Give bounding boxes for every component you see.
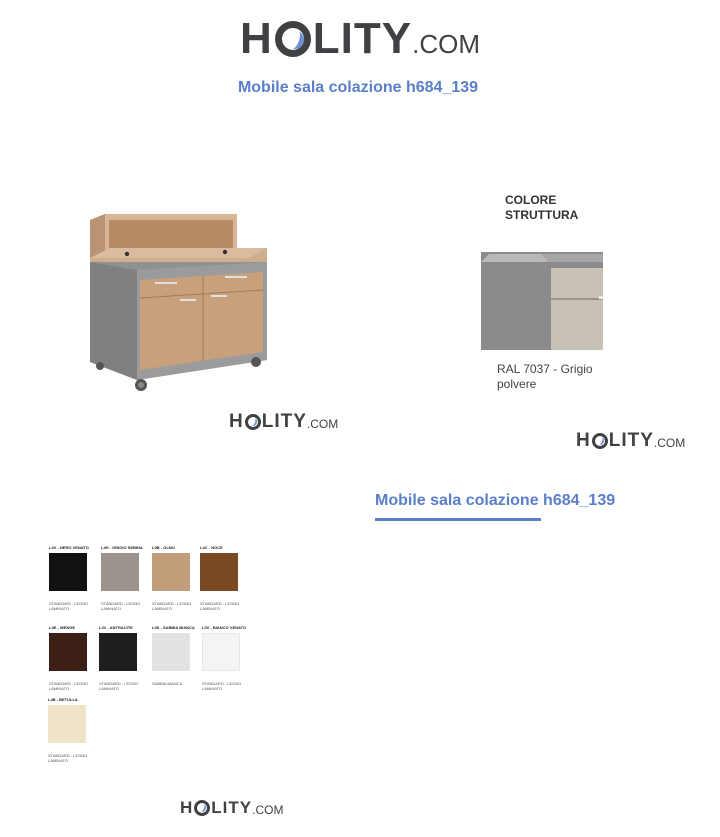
finish-name: L4V - NERO VENATO (49, 545, 89, 550)
section-title: Mobile sala colazione h684_139 (375, 492, 616, 509)
logo-text-left: H (229, 411, 244, 432)
finish-item[interactable] (48, 697, 96, 763)
colore-logo[interactable] (576, 430, 685, 452)
logo-domain: .COM (653, 436, 686, 450)
finish-item[interactable] (202, 625, 250, 691)
logo-domain: .COM (306, 417, 339, 431)
finish-item[interactable] (49, 545, 97, 611)
finish-name: L4C - NOCE (200, 545, 223, 550)
finish-swatch (152, 633, 190, 671)
finish-item[interactable] (152, 625, 200, 686)
logo-ring-icon (592, 433, 608, 449)
logo-ring-icon (194, 800, 210, 816)
finish-desc: STANDARD - LEGNO LAMINATO (202, 681, 242, 691)
finish-desc: STANDARD - LEGNO LAMINATO (48, 753, 88, 763)
section-title-underline (375, 518, 541, 521)
finish-name: L4V - ANTRACITE (99, 625, 133, 630)
finish-name: L4H - GRIGIO SEBINA (101, 545, 143, 550)
logo-text-right: LITY (312, 14, 413, 63)
finish-swatch (200, 553, 238, 591)
colore-struttura-label: COLORE STRUTTURA (505, 193, 579, 222)
finish-swatch (202, 633, 240, 671)
logo-ring-icon (245, 414, 261, 430)
logo-text-right: LITY (261, 411, 307, 432)
finish-desc: STANDARD - LEGNO LAMINATO (49, 681, 89, 691)
finish-desc: STANDARD - LEGNO LAMINATO (101, 601, 141, 611)
finish-swatch (152, 553, 190, 591)
logo-domain: .COM (412, 28, 480, 59)
finish-item[interactable] (152, 545, 200, 611)
colore-swatch (481, 252, 603, 350)
finish-name: L0S - SABBIA BIANCA (152, 625, 195, 630)
product-image (85, 210, 275, 400)
logo-text-left: H (576, 430, 591, 451)
finish-desc: STANDARD - LEGNO LAMINATO (200, 601, 240, 611)
logo-text-right: LITY (608, 430, 654, 451)
finish-item[interactable] (101, 545, 149, 611)
finish-swatch (49, 553, 87, 591)
finish-desc: STANDARD - LEGNO LAMINATO (99, 681, 139, 691)
page-title: Mobile sala colazione h684_139 (237, 79, 479, 96)
finish-item[interactable] (99, 625, 147, 691)
logo-text-left: H (240, 14, 273, 63)
logo-ring-icon (275, 21, 311, 57)
finish-swatch (101, 553, 139, 591)
finishes-logo[interactable] (180, 798, 283, 818)
finish-swatch (48, 705, 86, 743)
logo-text-right: LITY (211, 798, 253, 817)
finish-name: L4E - WENGE (49, 625, 76, 630)
product-logo[interactable] (229, 411, 338, 433)
logo-text-left: H (180, 798, 194, 817)
finish-swatch (99, 633, 137, 671)
finish-name: L0V - BIANCO VENATO (202, 625, 247, 630)
finish-item[interactable] (200, 545, 248, 611)
finish-swatch (49, 633, 87, 671)
colore-swatch-name: RAL 7037 - Grigio polvere (497, 362, 593, 391)
finish-desc: STANDARD - LEGNO LAMINATO (152, 601, 192, 611)
finish-desc: STANDARD - LEGNO LAMINATO (49, 601, 89, 611)
logo-domain: .COM (252, 803, 284, 817)
finish-desc: SABBIA BIANCA (152, 681, 183, 686)
site-logo[interactable] (240, 14, 480, 64)
finish-name: L0B - OLMO (152, 545, 176, 550)
finish-name: L4B - BETULLA (48, 697, 78, 702)
finish-item[interactable] (49, 625, 97, 691)
